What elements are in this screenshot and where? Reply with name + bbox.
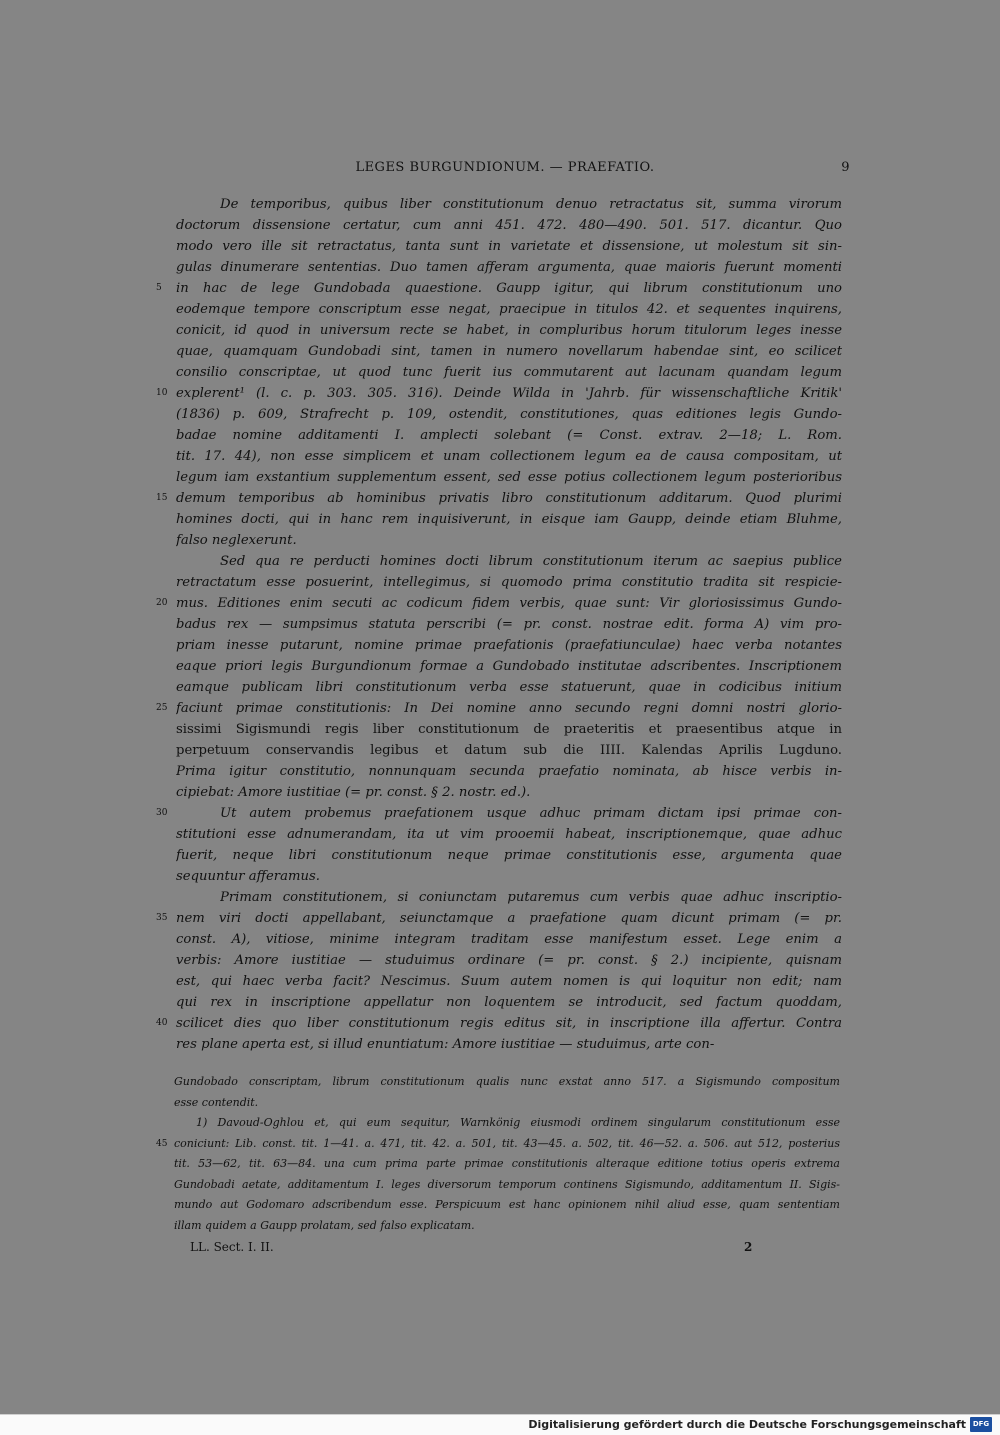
line-number: 40 (156, 1018, 168, 1028)
body-line: est, qui haec verba facit? Nescimus. Suum autem nomen is qui loquitur non edit; nam (176, 974, 842, 989)
footnote-line: tit. 53—62, tit. 63—84. una cum prima parte primae constitutionis alteraque editione totius operis extrema (174, 1157, 840, 1170)
header-title: LEGES BURGUNDIONUM. — PRAEFATIO. (355, 160, 655, 175)
footer-bar (0, 1414, 1000, 1435)
line-number: 25 (156, 703, 168, 713)
body-line: badae nomine additamenti I. amplecti solebant (= Const. extrav. 2—18; L. Rom. (176, 428, 842, 443)
footnote-line: Gundobadi aetate, additamentum I. leges diversorum temporum continens Sigismundo, additamentum II. Sigis- (174, 1177, 840, 1191)
body-line: retractatum esse posuerint, intellegimus, si quomodo prima constitutio tradita sit respicie- (176, 575, 842, 590)
body-line: cipiebat: Amore iustitiae (= pr. const. § 2. nostr. ed.). (176, 785, 531, 800)
body-line: in hac de lege Gundobada quaestione. Gaupp igitur, qui librum constitutionum uno (176, 281, 842, 296)
body-line: sequuntur afferamus. (176, 869, 320, 884)
body-line: explerent¹ (l. c. p. 303. 305. 316). Deinde Wilda in 'Jahrb. für wissenschaftliche Kritik' (176, 386, 842, 401)
body-line: demum temporibus ab hominibus privatis libro constitutionum additarum. Quod plurimi (176, 491, 842, 506)
sheet-number: 2 (744, 1240, 753, 1254)
body-line: Primam constitutionem, si coniunctam putaremus cum verbis quae adhuc inscriptio- (220, 890, 842, 905)
footnote-line: Gundobado conscriptam, librum constitutionum qualis nunc exstat anno 517. a Sigismundo compositum (174, 1075, 840, 1088)
body-line: stitutioni esse adnumerandam, ita ut vim prooemii habeat, inscriptionemque, quae adhuc (176, 827, 842, 842)
body-line: faciunt primae constitutionis: In Dei nomine anno secundo regni domni nostri glorio- (176, 701, 842, 716)
line-number: 35 (156, 913, 168, 923)
footnote-line: mundo aut Godomaro adscribendum esse. Perspicuum est hanc opinionem nihil aliud esse, quam sententiam (174, 1198, 840, 1211)
body-line: sissimi Sigismundi regis liber constitutionum de praeteritis et praesentibus atque in (176, 722, 842, 737)
body-line: modo vero ille sit retractatus, tanta sunt in varietate et dissensione, ut molestum sit sin- (176, 239, 842, 254)
body-line: homines docti, qui in hanc rem inquisiverunt, in eisque iam Gaupp, deinde etiam Bluhme, (176, 512, 842, 527)
body-line: gulas dinumerare sententias. Duo tamen afferam argumenta, quae maioris fuerunt momenti (176, 260, 842, 275)
body-line: perpetuum conservandis legibus et datum sub die IIII. Kalendas Aprilis Lugduno. (176, 743, 842, 758)
body-line: verbis: Amore iustitiae — studuimus ordinare (= pr. const. § 2.) incipiente, quisnam (176, 953, 842, 968)
body-line: qui rex in inscriptione appellatur non loquentem se introducit, sed factum quoddam, (176, 995, 842, 1010)
footnote-line: esse contendit. (174, 1095, 259, 1109)
body-line: Ut autem probemus praefationem usque adhuc primam dictam ipsi primae con- (220, 806, 842, 821)
body-line: priam inesse putarunt, nomine primae praefationis (praefatiunculae) haec verba notantes (176, 638, 842, 653)
page-number: 9 (841, 160, 850, 175)
body-line: De temporibus, quibus liber constitutionum denuo retractatus sit, summa virorum (220, 197, 842, 212)
body-line: eaque priori legis Burgundionum formae a Gundobado institutae adscribentes. Inscriptionem (176, 659, 842, 674)
running-header (160, 160, 850, 182)
body-line: eodemque tempore conscriptum esse negat, praecipue in titulos 42. et sequentes inquirens, (176, 302, 842, 317)
footnote-line: coniciunt: Lib. const. tit. 1—41. a. 471, tit. 42. a. 501, tit. 43—45. a. 502, tit. 46—52. a. 506. aut 512, posterius (174, 1136, 840, 1150)
body-line: scilicet dies quo liber constitutionum regis editus sit, in inscriptione illa affertur. Contra (176, 1016, 842, 1031)
body-line: conicit, id quod in universum recte se habet, in compluribus horum titulorum leges inesse (176, 323, 842, 338)
body-line: badus rex — sumpsimus statuta perscribi (= pr. const. nostrae edit. forma A) vim pro- (176, 617, 842, 632)
body-line: const. A), vitiose, minime integram traditam esse manifestum esset. Lege enim a (176, 932, 842, 947)
body-line: fuerit, neque libri constitutionum neque primae constitutionis esse, argumenta quae (176, 848, 842, 863)
line-number: 10 (156, 388, 168, 398)
line-number: 20 (156, 598, 168, 608)
body-line: consilio conscriptae, ut quod tunc fuerit ius commutarent aut lacunam quandam legum (176, 365, 842, 380)
footnote-line: 1) Davoud-Oghlou et, qui eum sequitur, Warnkönig eiusmodi ordinem singularum constitutionum esse (196, 1116, 840, 1129)
line-number: 15 (156, 493, 168, 503)
signature-mark: LL. Sect. I. II. (190, 1240, 274, 1254)
body-line: quae, quamquam Gundobadi sint, tamen in numero novellarum habendae sint, eo scilicet (176, 344, 842, 359)
dfg-logo-icon: DFG (970, 1417, 992, 1432)
body-line: Sed qua re perducti homines docti librum constitutionum iterum ac saepius publice (220, 554, 842, 569)
body-line: mus. Editiones enim secuti ac codicum fidem verbis, quae sunt: Vir gloriosissimus Gundo- (176, 596, 842, 611)
line-number: 5 (156, 283, 162, 293)
body-line: tit. 17. 44), non esse simplicem et unam collectionem legum ea de causa compositam, ut (176, 449, 842, 464)
line-number: 30 (156, 808, 168, 818)
body-line: doctorum dissensione certatur, cum anni 451. 472. 480—490. 501. 517. dicantur. Quo (176, 218, 842, 233)
body-line: nem viri docti appellabant, seiunctamque a praefatione quam dicunt primam (= pr. (176, 911, 842, 926)
body-line: res plane aperta est, si illud enuntiatum: Amore iustitiae — studuimus, arte con- (176, 1037, 715, 1052)
funding-credit: Digitalisierung gefördert durch die Deutsche Forschungsgemeinschaft (528, 1418, 966, 1431)
body-line: eamque publicam libri constitutionum verba esse statuerunt, quae in codicibus initium (176, 680, 842, 695)
footnote-line-number: 45 (156, 1138, 168, 1149)
body-line: (1836) p. 609, Strafrecht p. 109, ostendit, constitutiones, quas editiones legis Gundo- (176, 407, 842, 422)
body-line: legum iam exstantium supplementum essent, sed esse potius collectionem legum posterioribus (176, 470, 842, 485)
body-line: falso neglexerunt. (176, 533, 297, 548)
body-line: Prima igitur constitutio, nonnunquam secunda praefatio nominata, ab hisce verbis in- (176, 764, 842, 779)
footnote-line: illam quidem a Gaupp prolatam, sed falso explicatam. (174, 1218, 475, 1232)
